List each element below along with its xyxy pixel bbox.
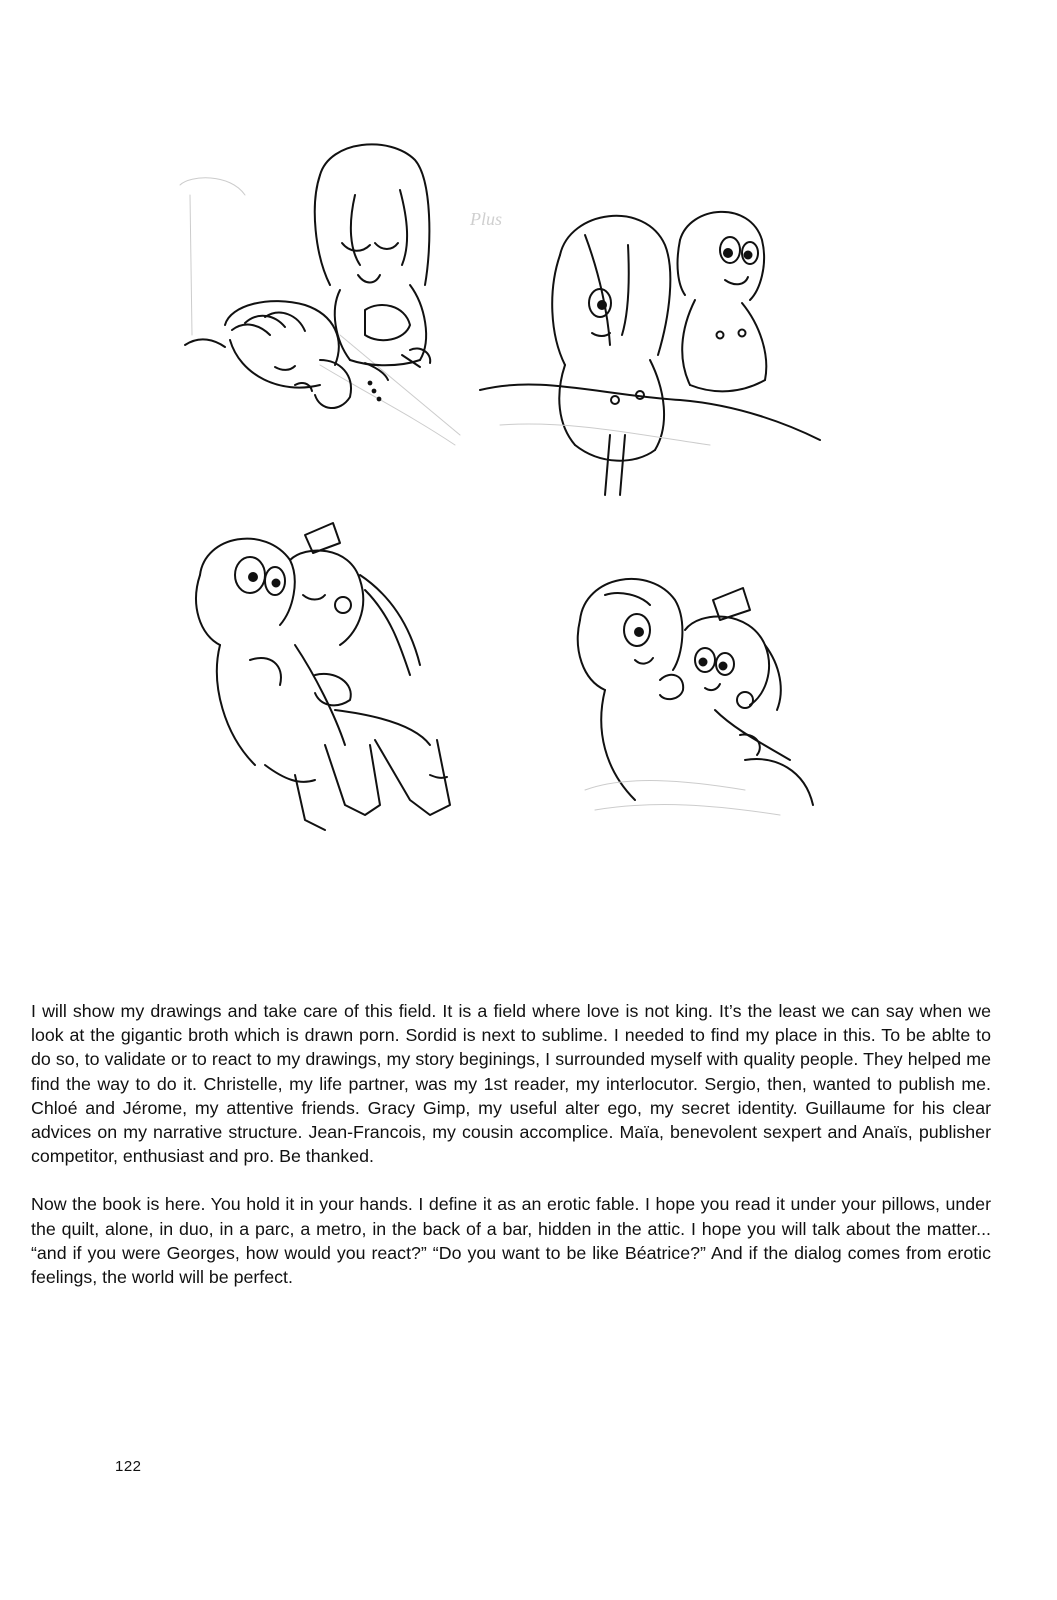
sketch-bedside-couple	[170, 135, 503, 455]
paragraph-book-intro: Now the book is here. You hold it in your hands. I define it as an erotic fable. I hope you read it under your pillows, under the quilt, alone, in duo, in a parc, a metro, in the back of a bar, hidden in the attic. I hope you will talk about the matter... “and if you were Georges, how would you react?” “Do you want to be like Béatrice?” And if the dialog comes from erotic feelings, the world will be perfect.	[31, 1194, 991, 1288]
paragraph-acknowledgements: I will show my drawings and take care of this field. It is a field where love is not king. It’s the least we can say when we look at the gigantic broth which is drawn porn. Sordid is next to sublime. I needed to find my place in this. To be ablte to do so, to validate or to react to my drawings, my story beginings, I surrounded myself with quality people. They helped me find the way to do it. Christelle, my life partner, was my 1st reader, my interlocutor. Sergio, then, wanted to publish me. Chloé and Jérome, my attentive friends. Gracy Gimp, my useful alter ego, my secret identity. Guillaume for his clear advices on my narrative structure. Jean-Francois, my cousin accomplice. Maïa, benevolent sexpert and Anaïs, publisher competitor, enthusiast and pro. Be thanked.	[31, 1001, 991, 1167]
body-text	[31, 999, 991, 1313]
sketch-two-women-on-bed	[480, 195, 825, 495]
page-number: 122	[115, 1458, 142, 1475]
sketch-kissing-couple	[175, 515, 485, 840]
sketch-two-faces	[565, 560, 820, 825]
sketch-pencil-note: Plus	[470, 209, 503, 229]
